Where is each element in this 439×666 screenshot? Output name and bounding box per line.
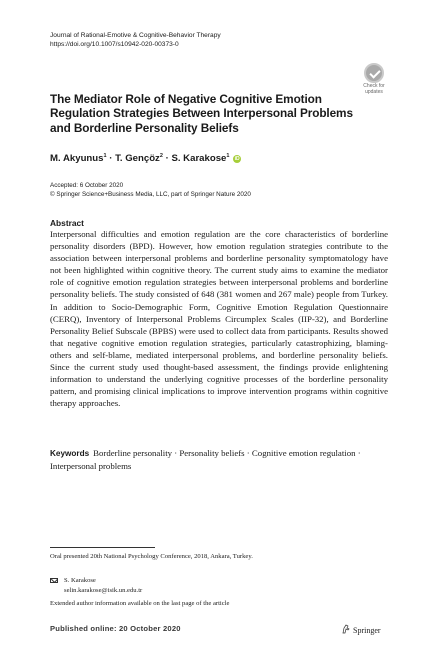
published-date: Published online: 20 October 2020 <box>50 624 181 633</box>
check-for-updates-badge[interactable] <box>358 63 390 97</box>
keywords-text: Borderline personality · Personality beliefs · Cognitive emotion regulation · Interpersonal problems <box>50 448 361 472</box>
footnote: Oral presented 20th National Psychology Conference, 2018, Ankara, Turkey. <box>50 553 253 560</box>
publisher-logo[interactable] <box>342 624 381 635</box>
copyright-notice: © Springer Science+Business Media, LLC, part of Springer Nature 2020 <box>50 191 251 198</box>
abstract-text: Interpersonal difficulties and emotion regulation are the core characteristics of borderline personality disorders (BPD). However, how emotion regulation strategies contribute to the association between interpersonal problems and borderline personality symptomatology have not been highlighted within cognitive theory. The current study aims to examine the mediator role of cognitive emotion regulation strategies between interpersonal problems and borderline personality beliefs. The study consisted of 648 (381 women and 267 male) people from Turkey. In addition to Socio-Demographic Form, Cognitive Emotion Regulation Questionnaire (CERQ), Inventory of Interpersonal Problems Circumplex Scales (IIP-32), and Borderline Personality Belief Subscale (BPBS) were used to collect data from participants. Results showed that negative cognitive emotion regulation strategies, particularly catastrophizing, blaming-others and self-blame, mediated interpersonal problems, and borderline personality beliefs. Since the current study used thought-based assessment, the findings provide enlightening information to understand the underlying cognitive processes of the borderline personality pattern, and promising clinical implications to improve intervention programs within cognitive therapy approaches. <box>50 229 388 409</box>
extended-author-info: Extended author information available on the last page of the article <box>50 600 230 607</box>
correspondence <box>50 576 142 596</box>
author-affiliation: 2 <box>159 153 163 159</box>
corresponding-email[interactable]: selin.karakose@isik.un.edu.tr <box>64 586 143 594</box>
article-title: The Mediator Role of Negative Cognitive Emotion Regulation Strategies Between Interpersonal Problems and Borderline Personality Beliefs <box>50 92 353 135</box>
orcid-icon[interactable]: iD <box>234 156 240 163</box>
check-for-updates-icon <box>364 63 384 83</box>
springer-horse-icon <box>342 624 350 634</box>
journal-name: Journal of Rational-Emotive & Cognitive-Behavior Therapy <box>50 32 221 39</box>
footnote-divider <box>50 547 155 548</box>
keywords-label: Keywords <box>50 449 90 458</box>
abstract-heading: Abstract <box>50 218 84 228</box>
author-list <box>50 153 241 164</box>
envelope-icon <box>50 578 58 583</box>
author-name[interactable]: T. Gençöz <box>115 153 160 165</box>
article-dates <box>50 181 251 199</box>
badge-line-1: Check for <box>363 83 385 89</box>
author-separator: · <box>106 153 116 165</box>
badge-line-2: updates <box>365 88 383 95</box>
journal-header <box>50 31 221 49</box>
author-separator: · <box>162 153 172 165</box>
author-affiliation: 1 <box>226 153 230 159</box>
publisher-name: Springer <box>353 626 381 635</box>
keywords-section <box>50 447 388 472</box>
author-affiliation: 1 <box>103 153 107 159</box>
accepted-date: Accepted: 6 October 2020 <box>50 182 124 189</box>
author-name[interactable]: M. Akyunus <box>50 153 104 165</box>
doi-link[interactable]: https://doi.org/10.1007/s10942-020-00373-0 <box>50 41 179 48</box>
corresponding-author: S. Karakose <box>64 577 96 584</box>
author-name[interactable]: S. Karakose <box>171 153 227 165</box>
